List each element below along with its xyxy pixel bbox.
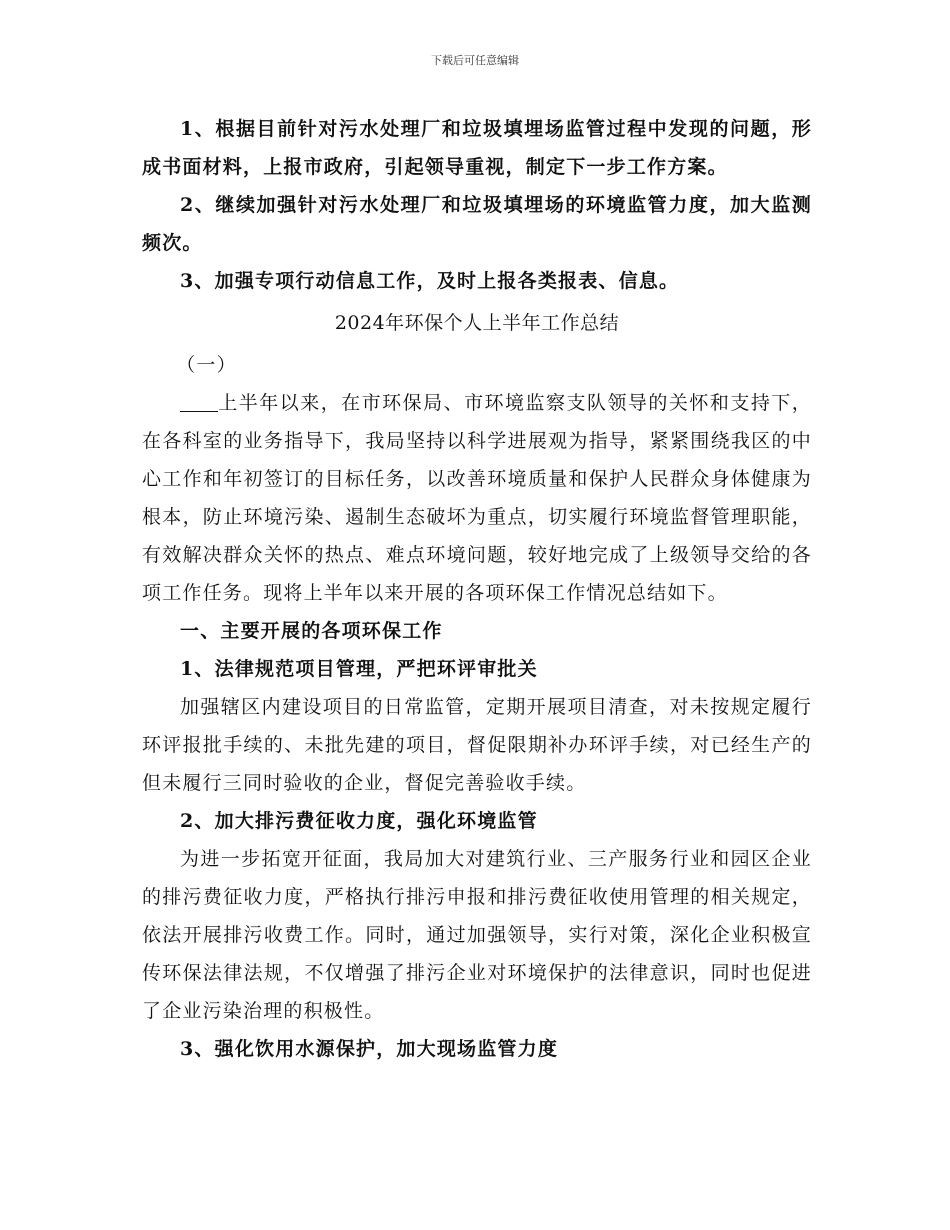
intro-item-2: 2、继续加强针对污水处理厂和垃圾填埋场的环境监管力度，加大监测频次。 bbox=[142, 194, 812, 254]
section-marker: （一） bbox=[176, 354, 237, 376]
opening-paragraph bbox=[142, 384, 812, 612]
document-body bbox=[142, 110, 812, 1068]
section-1-heading: 1、法律规范项目管理，严把环评审批关 bbox=[180, 658, 538, 680]
section-3-heading: 3、强化饮用水源保护，加大现场监管力度 bbox=[180, 1038, 559, 1060]
intro-item-1: 1、根据目前针对污水处理厂和垃圾填埋场监管过程中发现的问题，形成书面材料，上报市政府，引起领导重视，制定下一步工作方案。 bbox=[142, 118, 812, 178]
intro-item-3: 3、加强专项行动信息工作，及时上报各类报表、信息。 bbox=[180, 270, 680, 292]
blank-underline bbox=[180, 392, 218, 412]
main-heading: 一、主要开展的各项环保工作 bbox=[180, 620, 443, 642]
document-title: 2024年环保个人上半年工作总结 bbox=[334, 312, 620, 334]
opening-paragraph-text: 上半年以来，在市环保局、市环境监察支队领导的关怀和支持下，在各科室的业务指导下，我局坚持以科学进展观为指导，紧紧围绕我区的中心工作和年初签订的目标任务，以改善环境质量和保护人民群众身体健康为根本，防止环境污染、遏制生态破坏为重点，切实履行环境监督管理职能，有效解决群众关怀的热点、难点环境问题，较好地完成了上级领导交给的各项工作任务。现将上半年以来开展的各项环保工作情况总结如下。 bbox=[142, 392, 812, 604]
section-2-body: 为进一步拓宽开征面，我局加大对建筑行业、三产服务行业和园区企业的排污费征收力度，严格执行排污申报和排污费征收使用管理的相关规定，依法开展排污收费工作。同时，通过加强领导，实行对策，深化企业积极宣传环保法律法规，不仅增强了排污企业对环境保护的法律意识，同时也促进了企业污染治理的积极性。 bbox=[142, 848, 812, 1022]
section-2-heading: 2、加大排污费征收力度，强化环境监管 bbox=[180, 810, 538, 832]
page-header-note: 下载后可任意编辑 bbox=[431, 54, 519, 67]
section-1-body: 加强辖区内建设项目的日常监管，定期开展项目清查，对未按规定履行环评报批手续的、未批先建的项目，督促限期补办环评手续，对已经生产的但未履行三同时验收的企业，督促完善验收手续。 bbox=[142, 696, 812, 794]
